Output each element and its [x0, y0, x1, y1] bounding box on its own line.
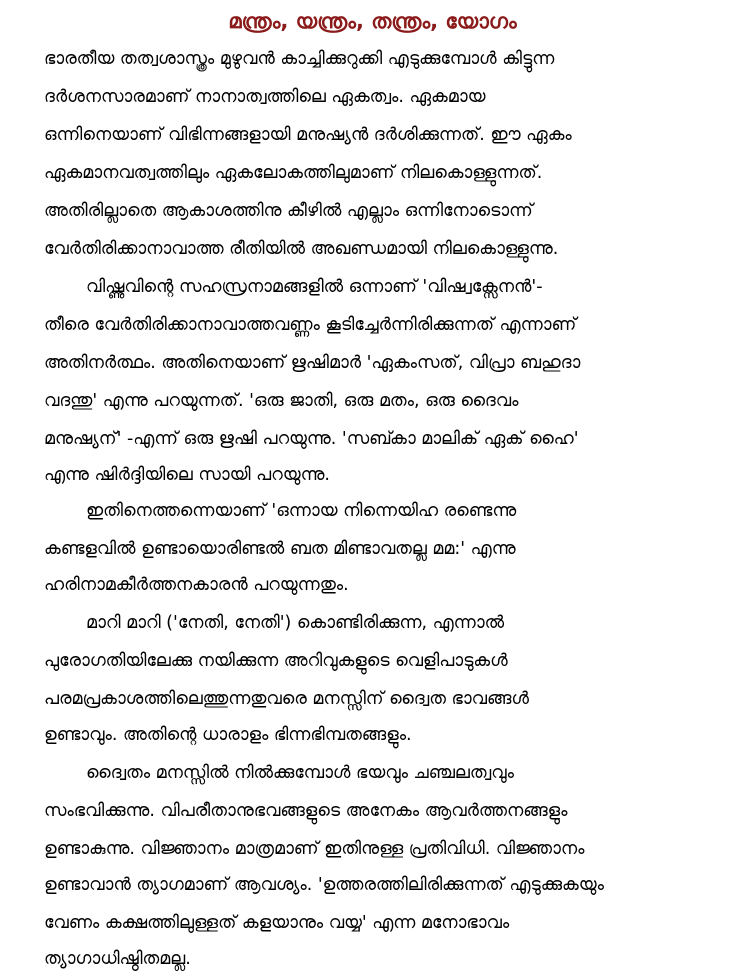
text-line: പരമപ്രകാശത്തിലെത്തുന്നതുവരെ മനസ്സിന് ദ്വൈത ഭാവങ്ങൾ [44, 689, 529, 709]
text-line: മനുഷ്യന്' -എന്ന് ഒരു ഋഷി പറയുന്നു. 'സബ്കാ മാലിക് ഏക് ഹൈ' [44, 429, 579, 449]
text-line: ഹരിനാമകീർത്തനകാരൻ പറയുന്നതും. [44, 575, 349, 595]
text-line: വേർതിരിക്കാനാവാത്ത രീതിയിൽ അഖണ്ഡമായി നിലകൊള്ളുന്നു. [44, 239, 559, 259]
text-line: ദർശനസാരമാണ് നാനാത്വത്തിലെ ഏകത്വം. ഏകമായ [44, 87, 486, 107]
text-line: ഉണ്ടാവാൻ ത്യാഗമാണ് ആവശ്യം. 'ഉത്തരത്തിലിരിക്കുന്നത് എടുക്കുകയും [44, 875, 604, 895]
paragraph-first-line: വിഷ്ണുവിന്റെ സഹസ്രനാമങ്ങളിൽ ഒന്നാണ് 'വിഷ്വക്സേനൻ'- [86, 277, 543, 297]
paragraph-first-line: മാറി മാറി ('നേതി, നേതി') കൊണ്ടിരിക്കുന്ന, എന്നാൽ [86, 613, 505, 633]
page-title: മന്ത്രം, യന്ത്രം, തന്ത്രം, യോഗം [228, 9, 517, 33]
text-line: ഭാരതീയ തത്വശാസ്ത്രം മുഴുവൻ കാച്ചിക്കുറുക്കി എടുക്കുമ്പോൾ കിട്ടുന്ന [44, 49, 555, 69]
text-line: അതിനർത്ഥം. അതിനെയാണ് ഋഷിമാർ 'ഏകംസത്, വിപ്രാ ബഹുദാ [44, 353, 581, 373]
text-line: കണ്ടളവിൽ ഉണ്ടായൊരിണ്ടൽ ബത മിണ്ടാവതല്ല മമ:' എന്നു [44, 539, 516, 559]
text-line: വദന്തു' എന്നു പറയുന്നത്. 'ഒരു ജാതി, ഒരു മതം, ഒരു ദൈവം [44, 391, 519, 411]
paragraph-first-line: ദ്വൈതം മനസ്സിൽ നിൽക്കുമ്പോൾ ഭയവും ചഞ്ചലത്വവും [86, 763, 514, 783]
text-line: വേണം കക്ഷത്തിലുള്ളത് കളയാനും വയ്യ' എന്ന മനോഭാവം [44, 913, 510, 933]
text-line: തീരെ വേർതിരിക്കാനാവാത്തവണ്ണം കൂടിച്ചേർന്നിരിക്കുന്നത് എന്നാണ് [44, 315, 577, 335]
text-line: സംഭവിക്കുന്നു. വിപരീതാനുഭവങ്ങളുടെ അനേകം ആവർത്തനങ്ങളും [44, 801, 568, 821]
text-line: ഉണ്ടാകുന്നു. വിജ്ഞാനം മാത്രമാണ് ഇതിനുള്ള പ്രതിവിധി. വിജ്ഞാനം [44, 839, 585, 859]
text-line: ത്യാഗാധിഷ്ഠിതമല്ല. [44, 949, 191, 969]
text-line: ഉണ്ടാവും. അതിന്റെ ധാരാളം ഭിന്നഭിമ്പതങ്ങളും. [44, 725, 412, 745]
text-line: അതിരില്ലാതെ ആകാശത്തിനു കീഴിൽ എല്ലാം ഒന്നിനോടൊന്ന് [44, 201, 533, 221]
text-line: എന്നു ഷിർദ്ദിയിലെ സായി പറയുന്നു. [44, 465, 330, 485]
paragraph-first-line: ഇതിനെത്തന്നെയാണ് 'ഒന്നായ നിന്നെയിഹ രണ്ടെന്നു [86, 501, 517, 521]
text-line: ഒന്നിനെയാണ് വിഭിന്നങ്ങളായി മനുഷ്യൻ ദർശിക്കുന്നത്. ഈ ഏകം [44, 125, 572, 145]
text-line: പുരോഗതിയിലേക്കു നയിക്കുന്ന അറിവുകളുടെ വെളിപാടുകൾ [44, 651, 508, 671]
text-line: ഏകമാനവത്വത്തിലും ഏകലോകത്തിലുമാണ് നിലകൊള്ളുന്നത്. [44, 163, 543, 183]
